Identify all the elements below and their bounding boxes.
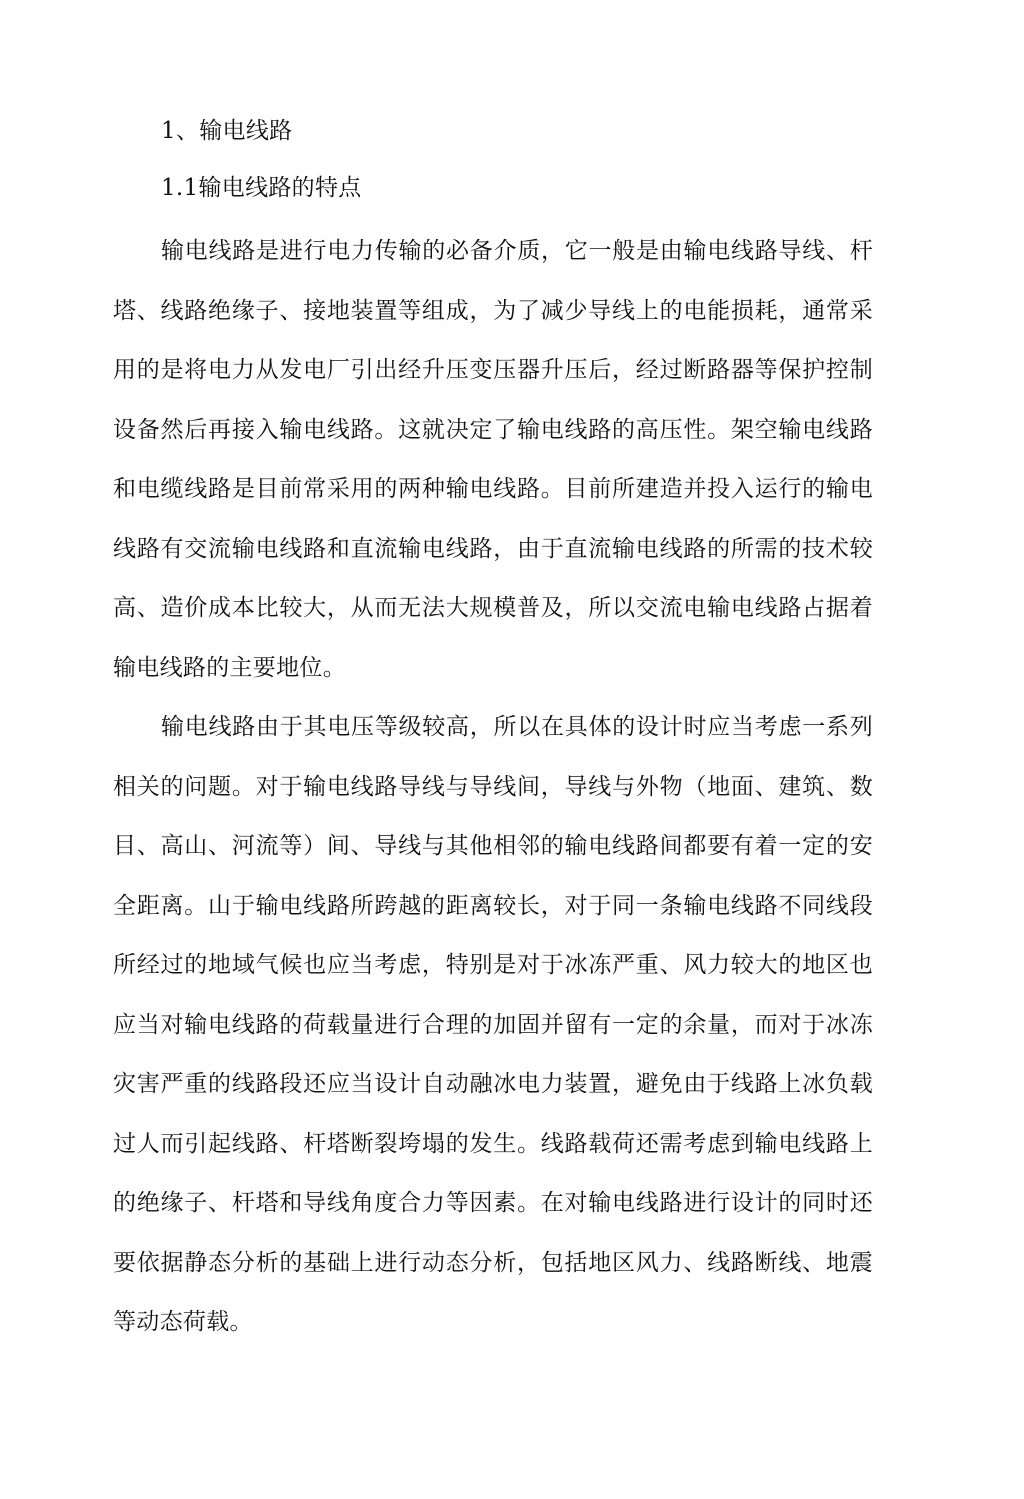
paragraph-1: 输电线路是进行电力传输的必备介质，它一般是由输电线路导线、杆塔、线路绝缘子、接地装置等组成，为了减少导线上的电能损耗，通常采用的是将电力从发电厂引出经升压变压器升压后，经过断路器等保护控制设备然后再接入输电线路。这就决定了输电线路的高压性。架空输电线路和电缆线路是目前常采用的两种输电线路。目前所建造并投入运行的输电线路有交流输电线路和直流输电线路，由于直流输电线路的所需的技术较高、造价成本比较大，从而无法大规模普及，所以交流电输电线路占据着输电线路的主要地位。: [113, 238, 873, 681]
document-body: [113, 104, 873, 1353]
paragraph-2: 输电线路由于其电压等级较高，所以在具体的设计时应当考虑一系列相关的问题。对于输电线路导线与导线间，导线与外物（地面、建筑、数目、高山、河流等）间、导线与其他相邻的输电线路间都要有着一定的安全距离。山于输电线路所跨越的距离较长，对于同一条输电线路不同线段所经过的地域气候也应当考虑，特别是对于冰冻严重、风力较大的地区也应当对输电线路的荷载量进行合理的加固并留有一定的余量，而对于冰冻灾害严重的线路段还应当设计自动融冰电力装置，避免由于线路上冰负载过人而引起线路、杆塔断裂垮塌的发生。线路载荷还需考虑到输电线路上的绝缘子、杆塔和导线角度合力等因素。在对输电线路进行设计的同时还要依据静态分析的基础上进行动态分析，包括地区风力、线路断线、地震等动态荷载。: [113, 714, 873, 1335]
subsection-heading: 1.1输电线路的特点: [161, 175, 362, 201]
section-heading: 1、输电线路: [161, 118, 293, 144]
